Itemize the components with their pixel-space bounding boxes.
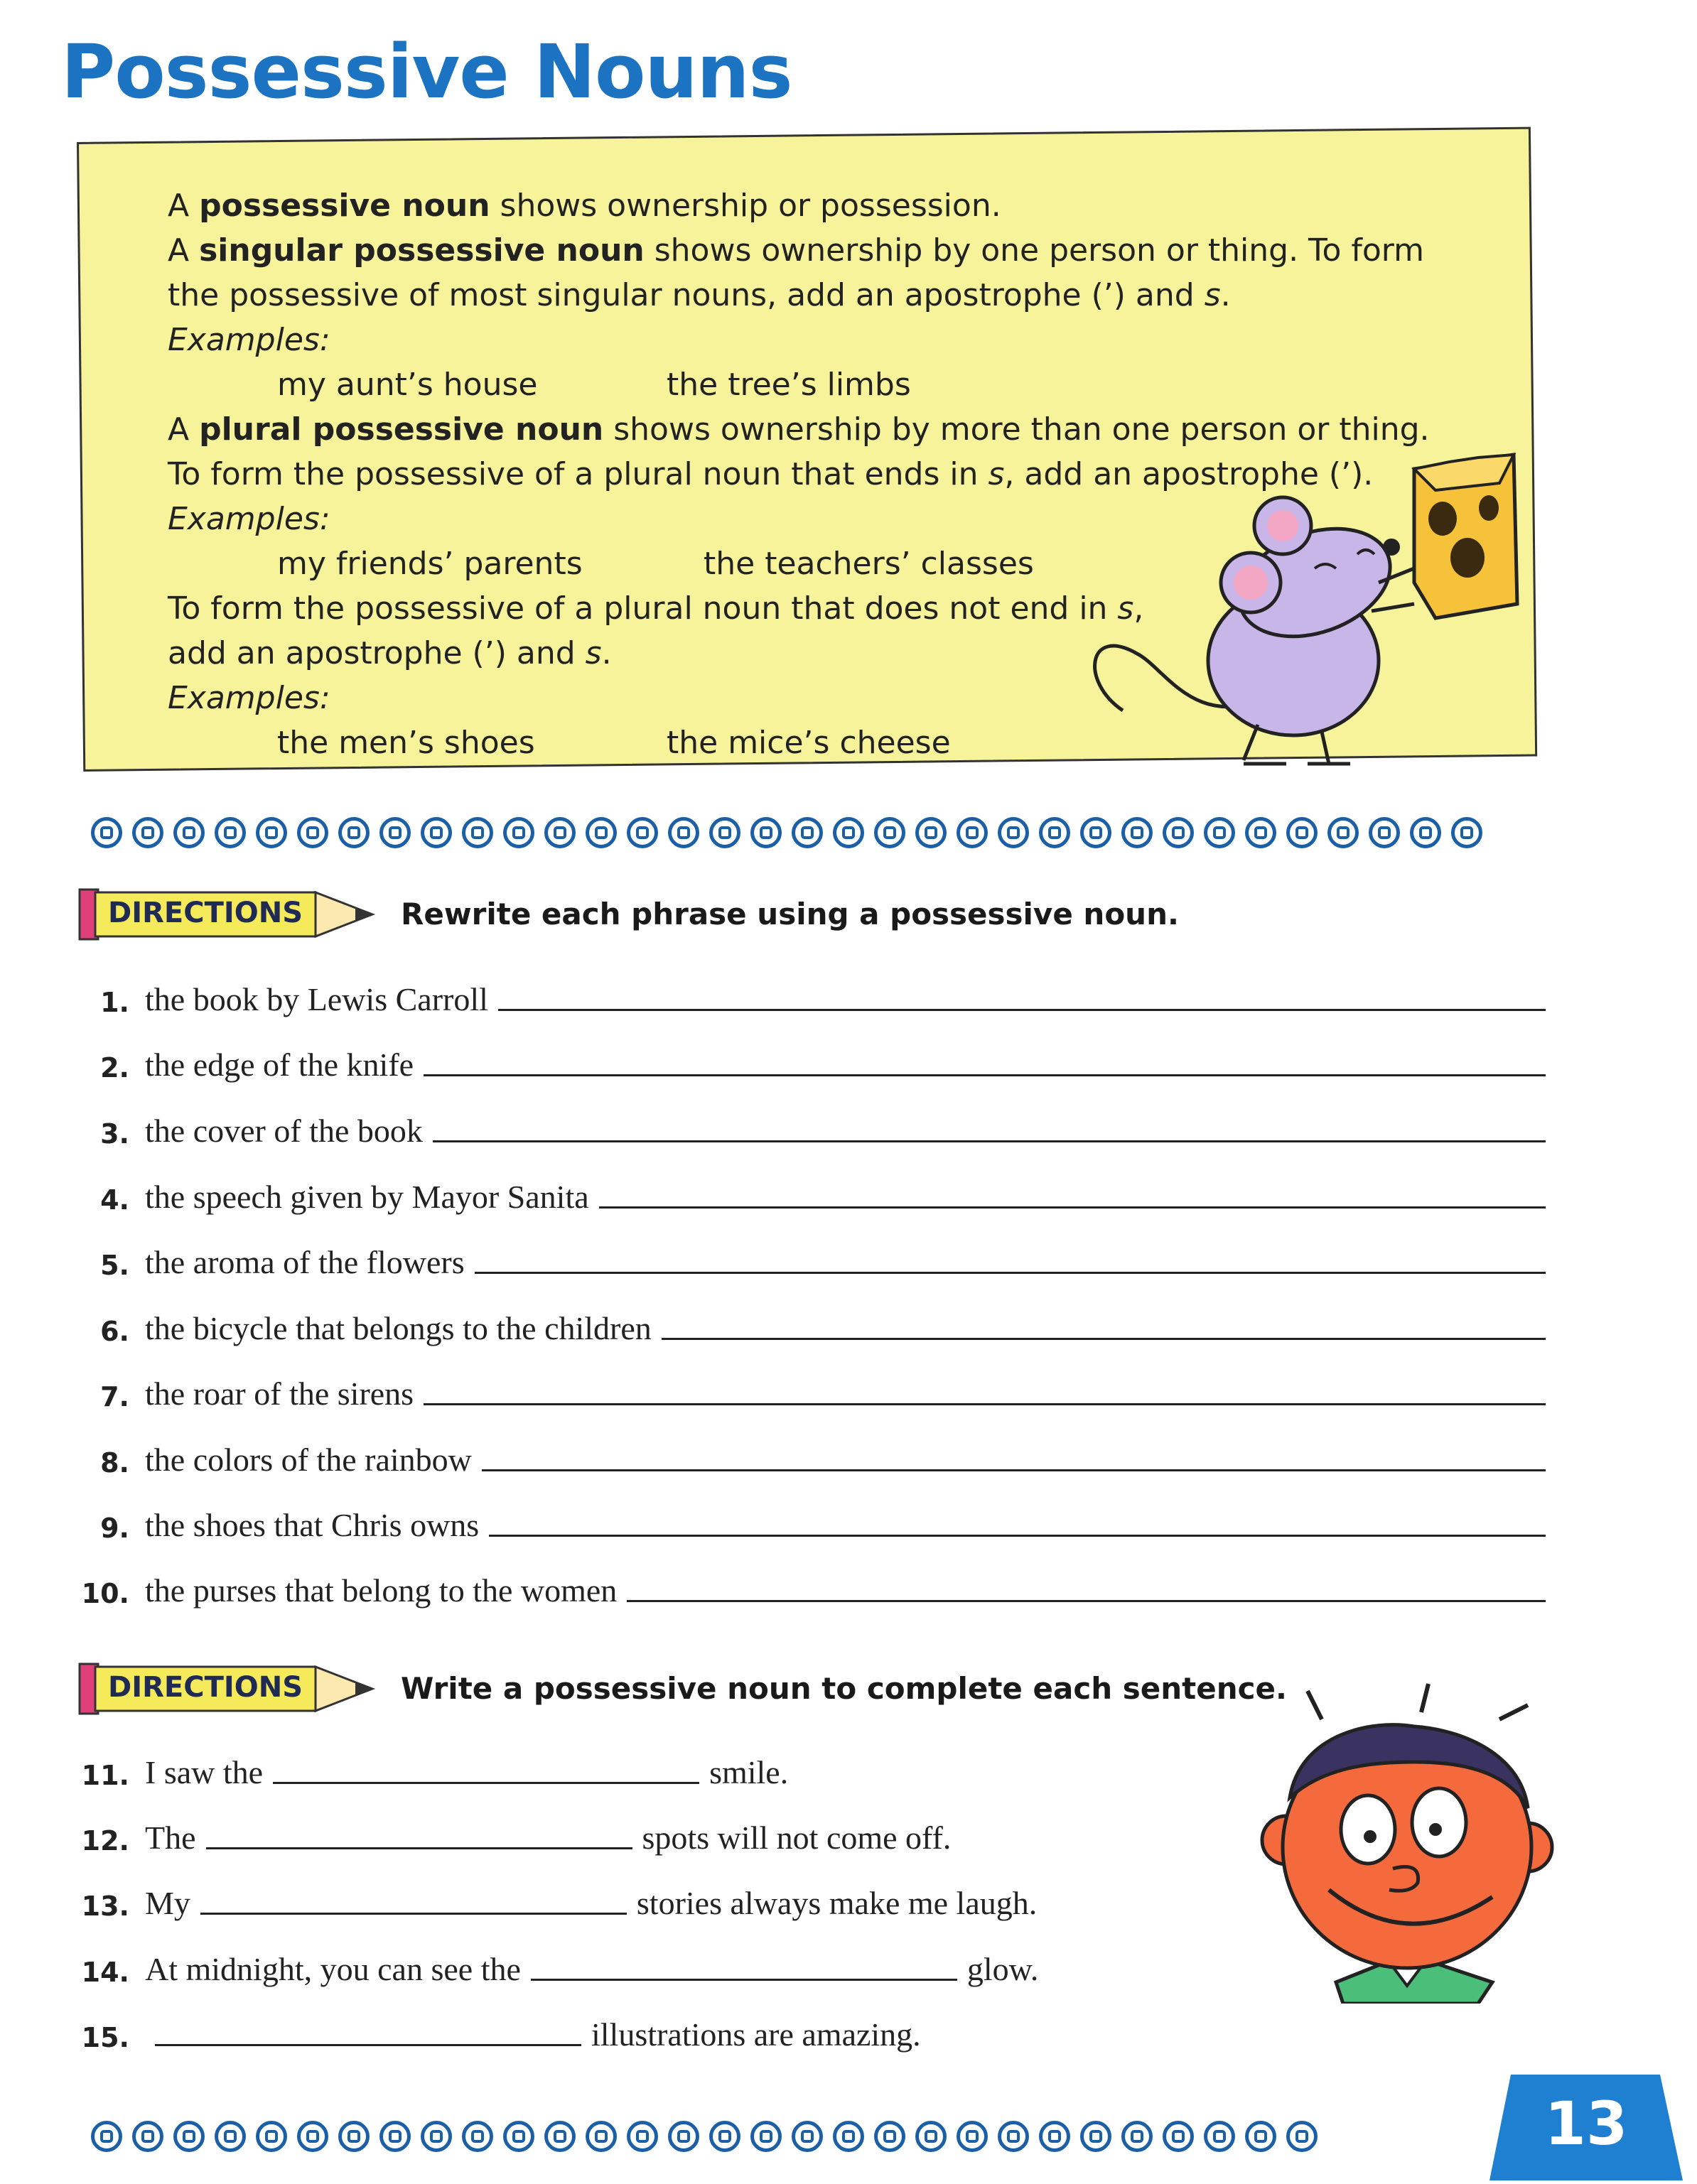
question-row: [65, 980, 1546, 1018]
ring-ornament-icon: [833, 817, 864, 848]
answer-line[interactable]: [627, 1600, 1546, 1602]
question-number: 1.: [100, 987, 129, 1018]
ring-ornament-icon: [874, 2121, 905, 2152]
answer-blank[interactable]: [531, 1979, 957, 1981]
ring-ornament-icon: [1080, 817, 1111, 848]
page-title: Possessive Nouns: [61, 28, 792, 115]
directions-1: [74, 881, 1179, 946]
sentence-before: The: [145, 1820, 196, 1856]
sentence-number: 11.: [81, 1760, 129, 1791]
question-row: [65, 1572, 1546, 1609]
ring-ornament-icon: [1451, 817, 1482, 848]
directions-text: Rewrite each phrase using a possessive noun.: [401, 896, 1179, 931]
question-row: [65, 1112, 1546, 1150]
sentence-number: 12.: [81, 1825, 129, 1856]
ring-ornament-icon: [1204, 817, 1235, 848]
answer-line[interactable]: [475, 1272, 1546, 1274]
answer-blank[interactable]: [206, 1847, 632, 1849]
answer-line[interactable]: [489, 1535, 1546, 1537]
question-row: [65, 1309, 1546, 1347]
rule-line-5: add an apostrophe (’) and s.: [168, 635, 612, 671]
ring-ornament-icon: [709, 2121, 740, 2152]
sentence-after: illustrations are amazing.: [591, 2016, 921, 2053]
answer-line[interactable]: [498, 1009, 1546, 1011]
ring-ornament-icon: [91, 2121, 122, 2152]
sentence-row: [65, 1884, 1037, 1922]
directions-text: Write a possessive noun to complete each sentence.: [401, 1670, 1287, 1706]
example-row-3: the men’s shoes the mice’s cheese: [277, 725, 951, 761]
ring-ornament-icon: [503, 2121, 534, 2152]
sentence-number: 14.: [81, 1957, 129, 1988]
ring-ornament-icon: [421, 817, 452, 848]
question-number: 4.: [100, 1184, 129, 1216]
ring-ornament-icon: [668, 2121, 699, 2152]
question-row: [65, 1046, 1546, 1083]
ring-ornament-icon: [462, 817, 493, 848]
example-row-2: my friends’ parents the teachers’ classes: [277, 546, 1034, 582]
ring-ornament-icon: [998, 817, 1029, 848]
ring-ornament-icon: [668, 817, 699, 848]
ring-ornament-icon: [462, 2121, 493, 2152]
question-number: 8.: [100, 1447, 129, 1478]
ring-ornament-icon: [503, 817, 534, 848]
ring-ornament-icon: [1163, 2121, 1194, 2152]
rule-line-1: A possessive noun shows ownership or possession.: [168, 188, 1001, 224]
ring-ornament-icon: [297, 2121, 328, 2152]
ring-ornament-icon: [792, 2121, 823, 2152]
ring-ornament-icon: [1121, 817, 1153, 848]
ring-ornament-icon: [957, 817, 988, 848]
ring-ornament-icon: [627, 817, 658, 848]
ring-ornament-icon: [1204, 2121, 1235, 2152]
question-text: the bicycle that belongs to the children: [145, 1310, 652, 1346]
question-text: the purses that belong to the women: [145, 1572, 618, 1609]
page-number: 13: [1544, 2089, 1628, 2158]
question-number: 3.: [100, 1118, 129, 1150]
sentence-after: stories always make me laugh.: [636, 1885, 1038, 1921]
sentence-row: [65, 2016, 921, 2053]
ring-ornament-icon: [874, 817, 905, 848]
ring-ornament-icon: [957, 2121, 988, 2152]
sentence-number: 13.: [81, 1891, 129, 1922]
ring-ornament-icon: [91, 817, 122, 848]
question-row: [65, 1178, 1546, 1216]
question-text: the roar of the sirens: [145, 1375, 414, 1412]
decorative-ring-row-bottom: [91, 2121, 1318, 2152]
ring-ornament-icon: [1039, 817, 1070, 848]
answer-line[interactable]: [424, 1074, 1546, 1076]
question-number: 9.: [100, 1513, 129, 1544]
ring-ornament-icon: [1369, 817, 1400, 848]
page-number-tab: [1489, 2075, 1683, 2180]
answer-blank[interactable]: [273, 1782, 699, 1784]
answer-blank[interactable]: [200, 1913, 627, 1915]
ring-ornament-icon: [1245, 817, 1276, 848]
answer-line[interactable]: [424, 1403, 1546, 1405]
ring-ornament-icon: [1327, 817, 1359, 848]
examples-label: Examples:: [168, 322, 330, 358]
sentence-after: smile.: [709, 1754, 789, 1790]
ring-ornament-icon: [1039, 2121, 1070, 2152]
ring-ornament-icon: [421, 2121, 452, 2152]
directions-tag: [74, 881, 379, 946]
ring-ornament-icon: [833, 2121, 864, 2152]
rule-line-2: A singular possessive noun shows ownership by one person or thing. To form the possessive of most singular nouns, add an apostrophe (’) and s.: [168, 232, 1424, 313]
ring-ornament-icon: [998, 2121, 1029, 2152]
decorative-ring-row-top: [91, 817, 1482, 848]
ring-ornament-icon: [256, 2121, 287, 2152]
ring-ornament-icon: [586, 817, 617, 848]
question-row: [65, 1441, 1546, 1478]
ring-ornament-icon: [338, 817, 370, 848]
directions-tag: [74, 1655, 379, 1721]
ring-ornament-icon: [1410, 817, 1441, 848]
sentence-before: I saw the: [145, 1754, 264, 1790]
question-number: 6.: [100, 1316, 129, 1347]
rule-line-4: To form the possessive of a plural noun that does not end in s,: [168, 590, 1144, 627]
sentence-row: [65, 1753, 788, 1791]
ring-ornament-icon: [709, 817, 740, 848]
answer-line[interactable]: [662, 1338, 1546, 1340]
sentence-row: [65, 1819, 951, 1856]
ring-ornament-icon: [1080, 2121, 1111, 2152]
question-row: [65, 1375, 1546, 1412]
directions-label: DIRECTIONS: [108, 1671, 303, 1704]
question-number: 10.: [81, 1578, 129, 1609]
ring-ornament-icon: [256, 817, 287, 848]
examples-label: Examples:: [168, 501, 330, 537]
sentence-row: [65, 1950, 1038, 1988]
answer-line[interactable]: [482, 1469, 1546, 1471]
ring-ornament-icon: [132, 817, 163, 848]
example-row-1: my aunt’s house the tree’s limbs: [277, 367, 911, 403]
question-text: the aroma of the flowers: [145, 1244, 465, 1280]
sentence-after: spots will not come off.: [642, 1820, 952, 1856]
directions-2: [74, 1655, 1287, 1721]
sentence-before: At midnight, you can see the: [145, 1951, 521, 1987]
ring-ornament-icon: [1245, 2121, 1276, 2152]
question-text: the cover of the book: [145, 1113, 423, 1149]
ring-ornament-icon: [132, 2121, 163, 2152]
boy-face-illustration: [1222, 1677, 1592, 2004]
ring-ornament-icon: [1286, 2121, 1318, 2152]
ring-ornament-icon: [338, 2121, 370, 2152]
ring-ornament-icon: [297, 817, 328, 848]
ring-ornament-icon: [586, 2121, 617, 2152]
question-text: the shoes that Chris owns: [145, 1507, 480, 1543]
ring-ornament-icon: [215, 2121, 246, 2152]
ring-ornament-icon: [915, 817, 947, 848]
ring-ornament-icon: [379, 817, 411, 848]
mouse-cheese-illustration: [1080, 440, 1549, 774]
ring-ornament-icon: [792, 817, 823, 848]
sentence-number: 15.: [81, 2022, 129, 2053]
ring-ornament-icon: [1121, 2121, 1153, 2152]
examples-label: Examples:: [168, 680, 330, 716]
sentence-after: glow.: [966, 1951, 1039, 1987]
ring-ornament-icon: [173, 817, 205, 848]
question-number: 2.: [100, 1052, 129, 1083]
sentence-before: My: [145, 1885, 190, 1921]
answer-blank[interactable]: [155, 2044, 581, 2046]
ring-ornament-icon: [544, 2121, 576, 2152]
ring-ornament-icon: [173, 2121, 205, 2152]
ring-ornament-icon: [915, 2121, 947, 2152]
answer-line[interactable]: [599, 1206, 1546, 1209]
ring-ornament-icon: [750, 817, 782, 848]
rule-line-3: A plural possessive noun shows ownership by more than one person or thing. To form the possessive of a plural noun that ends in s, add an apostrophe (’).: [168, 411, 1430, 492]
question-text: the edge of the knife: [145, 1047, 414, 1083]
ring-ornament-icon: [1286, 817, 1318, 848]
ring-ornament-icon: [215, 817, 246, 848]
ring-ornament-icon: [627, 2121, 658, 2152]
question-text: the colors of the rainbow: [145, 1442, 472, 1478]
ring-ornament-icon: [1163, 817, 1194, 848]
question-row: [65, 1243, 1546, 1281]
question-number: 5.: [100, 1250, 129, 1281]
ring-ornament-icon: [544, 817, 576, 848]
ring-ornament-icon: [750, 2121, 782, 2152]
question-row: [65, 1506, 1546, 1544]
ring-ornament-icon: [379, 2121, 411, 2152]
question-text: the book by Lewis Carroll: [145, 981, 488, 1017]
question-text: the speech given by Mayor Sanita: [145, 1179, 589, 1215]
directions-label: DIRECTIONS: [108, 897, 303, 929]
answer-line[interactable]: [433, 1140, 1546, 1142]
question-number: 7.: [100, 1381, 129, 1412]
